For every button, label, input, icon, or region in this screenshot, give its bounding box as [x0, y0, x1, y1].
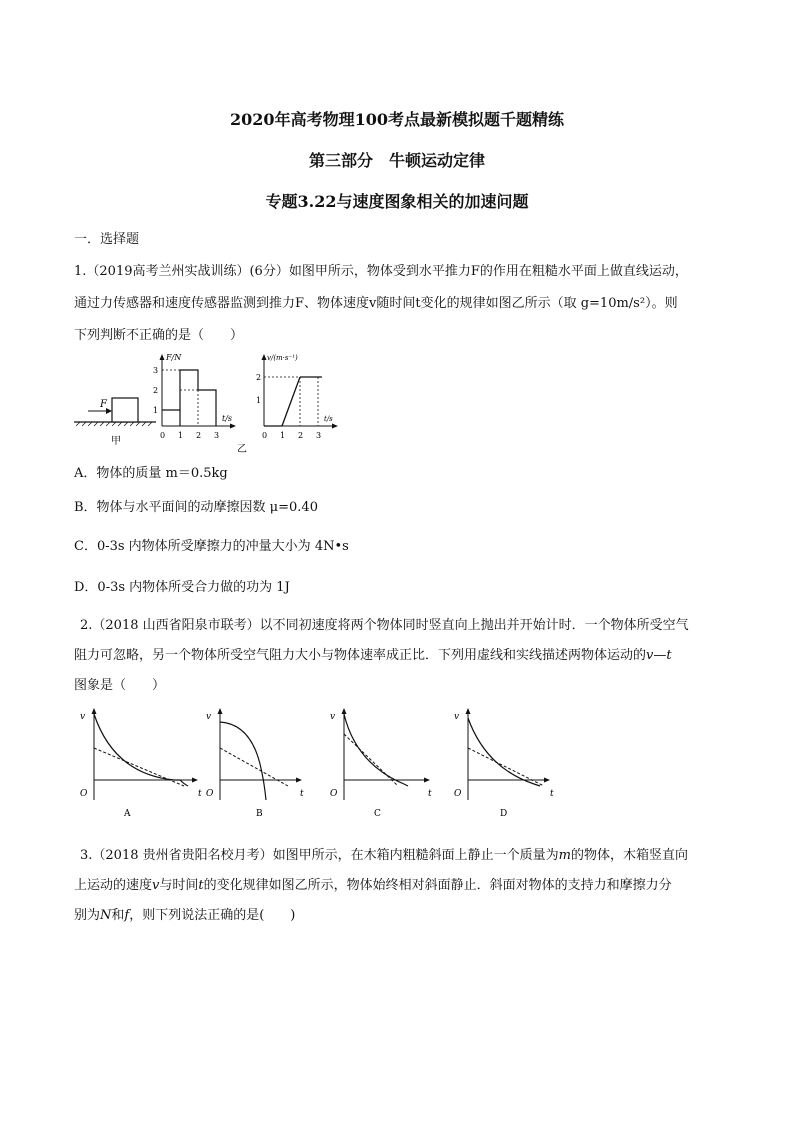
q3-line2a: 上运动的速度	[74, 878, 153, 893]
fig-jia-label: 甲	[111, 436, 121, 447]
q3-line3b: 和	[111, 908, 125, 923]
v-xtick-2: 2	[298, 431, 304, 440]
q1-line3: 下列判断不正确的是（ ）	[74, 328, 244, 343]
q3-line3a: 别为	[74, 908, 101, 923]
graph-a	[80, 708, 202, 819]
v-xlabel: t/s	[324, 415, 333, 423]
part-title: 第三部分 牛顿运动定律	[308, 151, 485, 170]
graph-c-t: t	[428, 789, 432, 799]
graph-c-o: O	[330, 789, 338, 799]
v-xtick-1: 1	[280, 431, 286, 440]
f-xtick-1: 1	[178, 431, 184, 440]
q1-line2: 通过力传感器和速度传感器监测到推力F、物体速度v随时间t变化的规律如图乙所示（取 g=10m/s²）。则	[74, 296, 678, 311]
q3-line2c: 的变化规律如图乙所示，物体始终相对斜面静止．斜面对物体的支持力和摩擦力分	[203, 878, 672, 893]
q2-line2-text: 阻力可忽略，另一个物体所受空气阻力大小与物体速率成正比．下列用虚线和实线描述两物体运动的	[74, 648, 647, 663]
f-axis-label: F/N	[166, 353, 182, 362]
q3-var-m: m	[558, 848, 571, 863]
graph-d-o: O	[454, 789, 462, 799]
v-tick-1: 1	[256, 396, 262, 405]
block-diagram	[74, 398, 159, 447]
graph-d-label: D	[500, 809, 508, 819]
graph-b-v: v	[206, 712, 212, 722]
graph-c-label: C	[374, 809, 381, 819]
q3-var-t: t	[198, 878, 204, 893]
fig-yi-label: 乙	[237, 444, 247, 455]
f-xtick-2: 2	[196, 431, 202, 440]
topic-title: 专题3.22与速度图象相关的加速问题	[265, 192, 529, 211]
graph-c-v: v	[330, 712, 336, 722]
q3-var-n: N	[100, 908, 112, 923]
q1-option-a: A．物体的质量 m＝0.5kg	[74, 466, 228, 481]
f-tick-1: 1	[153, 406, 159, 415]
v-xtick-3: 3	[316, 431, 322, 440]
graph-b	[206, 708, 304, 819]
f-tick-3: 3	[153, 366, 159, 375]
f-xtick-0: 0	[160, 431, 166, 440]
graph-a-v: v	[80, 712, 86, 722]
q2-vt-var: v—t	[646, 648, 672, 663]
graph-b-t: t	[300, 789, 304, 799]
q1-option-b: B．物体与水平面间的动摩擦因数 μ=0.40	[74, 500, 318, 515]
q1-option-d: D．0-3s 内物体所受合力做的功为 1J	[74, 580, 290, 595]
v-axis-label: v/(m·s⁻¹)	[267, 354, 298, 362]
q1-line1: 1.（2019高考兰州实战训练）(6分）如图甲所示，物体受到水平推力F的作用在粗糙水平面上做直线运动，	[74, 264, 688, 279]
graph-b-label: B	[256, 809, 263, 819]
q2-line1: 2.（2018 山西省阳泉市联考）以不同初速度将两个物体同时竖直向上抛出并开始计时．一个物体所受空气	[80, 618, 689, 633]
section-heading: 一．选择题	[74, 232, 140, 247]
q3-line2	[74, 872, 724, 900]
q3-line1a: 3.（2018 贵州省贵阳名校月考）如图甲所示，在木箱内粗糙斜面上静止一个质量为	[80, 848, 559, 863]
q3-var-v: v	[152, 878, 160, 893]
graph-d	[454, 708, 554, 819]
v-tick-2: 2	[256, 373, 262, 382]
block	[112, 398, 138, 422]
q3-line2b: 与时间	[159, 878, 199, 893]
graph-c	[330, 708, 432, 819]
graph-a-t: t	[198, 789, 202, 799]
graph-d-v: v	[454, 712, 460, 722]
q3-line3	[74, 902, 724, 930]
q3-var-f: f	[124, 908, 130, 923]
f-xtick-3: 3	[214, 431, 220, 440]
velocity-time-graph	[256, 354, 338, 440]
graph-b-o: O	[206, 789, 214, 799]
graph-a-o: O	[80, 789, 88, 799]
graph-d-t: t	[550, 789, 554, 799]
graph-a-label: A	[124, 809, 131, 819]
q2-figure	[74, 704, 564, 826]
q3-line1	[80, 842, 730, 870]
force-time-graph	[153, 353, 247, 455]
q3-line1b: 的物体，木箱竖直向	[570, 848, 688, 863]
f-tick-2: 2	[153, 386, 159, 395]
q1-option-c: C．0-3s 内物体所受摩擦力的冲量大小为 4N•s	[74, 539, 349, 554]
v-xtick-0: 0	[262, 431, 268, 440]
f-xlabel: t/s	[222, 414, 233, 423]
q1-figure	[74, 350, 344, 456]
doc-title: 2020年高考物理100考点最新模拟题千题精练	[230, 110, 564, 129]
q2-line2	[74, 642, 724, 670]
q2-line3: 图象是（ ）	[74, 678, 166, 693]
q3-line3c: ，则下列说法正确的是( )	[129, 908, 296, 923]
force-label: F	[100, 399, 107, 410]
